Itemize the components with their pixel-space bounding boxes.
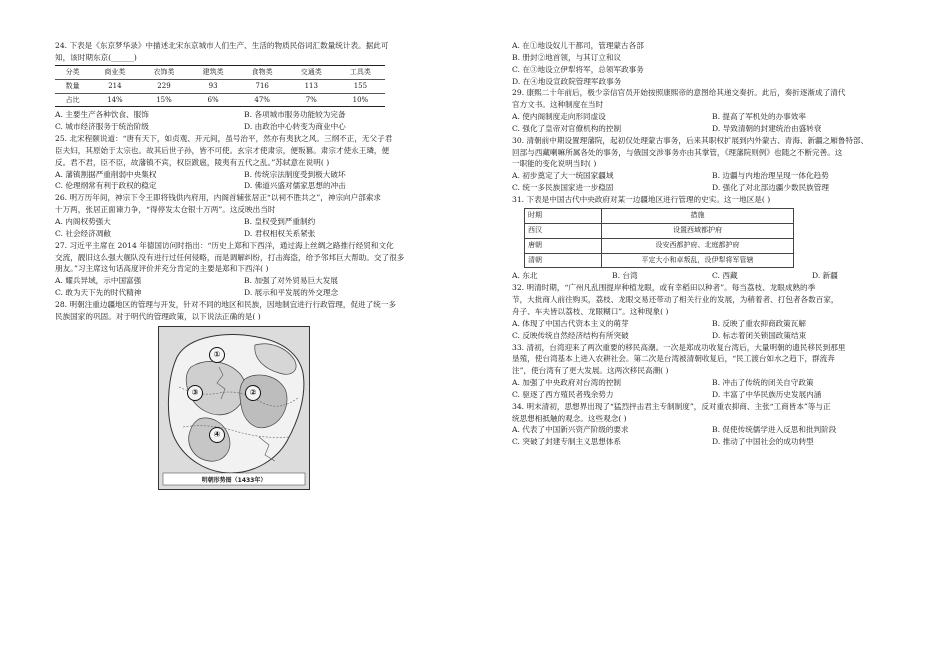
q27-stem-line: 27. 习近平主席在 2014 年德国访问时指出：“历史上郑和下西洋，通过海上丝绸之路推行经贸和文化	[55, 240, 394, 250]
table-row	[55, 79, 385, 93]
option-c[interactable]: C. 反映传统自然经济结构有所突破	[512, 330, 629, 340]
option-a[interactable]: A. 内阁权势强大	[55, 217, 111, 226]
q27-options	[55, 275, 433, 299]
q34-stem-line: 统思想相抵触的观念。这些观念( )	[512, 413, 627, 423]
table-cell: 10%	[336, 93, 385, 107]
map-graphic	[159, 327, 309, 489]
q32-stem-line: 舟子、车夫皆以荔枝、龙眼糊口”。这种现象( )	[512, 306, 669, 316]
question-29	[512, 87, 912, 134]
q32-stem-line: 节，大批商人前往购买，荔枝、龙眼交易还带动了相关行业的发展，为稍着者、打包者各数百家，	[512, 295, 839, 305]
left-column	[55, 40, 433, 492]
table-cell: 商业类	[90, 65, 139, 79]
option-a[interactable]: A. 主要生产各种饮食、服饰	[55, 110, 149, 120]
option-a[interactable]: A. 代表了中国新兴资产阶级的要求	[512, 425, 629, 435]
ming-dynasty-map	[158, 326, 310, 490]
question-27	[55, 240, 433, 299]
table-row	[525, 253, 794, 268]
table-cell: 交通类	[287, 65, 336, 79]
q33-stem-line: 33. 清初，台湾迎来了两次重要的移民高潮。一次是郑成功收复台湾后，大量明朝的遗民移民到那里	[512, 342, 846, 352]
table-cell: 唐朝	[525, 238, 602, 253]
question-24	[55, 40, 433, 133]
q33-stem-line: 垦殖，使台湾基本上进入农耕社会。第二次是台湾被清朝收复后，“民工渡台如水之趋下，群流奔	[512, 354, 835, 364]
q32-options	[512, 318, 912, 342]
map-caption: 明朝形势图（1433年）	[201, 477, 267, 485]
q30-options	[512, 170, 912, 194]
table-cell: 建筑类	[189, 65, 238, 79]
q33-stem-line: 注”，使台湾有了更大发展。这两次移民高潮( )	[512, 366, 669, 376]
option-b[interactable]: B. 提高了军机处的办事效率	[712, 112, 806, 122]
option-c[interactable]: C. 突破了封建专制主义思想体系	[512, 437, 622, 447]
q28-stem-line: 28. 明朝注重边疆地区的管理与开发，针对不同的地区和民族，因地制宜进行行政管理，促进了统一多	[55, 299, 397, 309]
option-a[interactable]: A. 使内阁制度走向形同虚设	[512, 112, 606, 122]
q30-stem-line: 30. 清朝前中期设置理藩院，起初仅处理蒙古事务，后来其职权扩展到内外蒙古、青海、新疆之厢鲁特部、	[512, 135, 869, 145]
q26-options	[55, 216, 433, 240]
q32-stem-line: 32. 明清时期，“广州凡乱围提岸种植龙眼，或有幸稻田以种者”。每当荔枝、龙眼成熟的季	[512, 283, 816, 293]
q27-stem-line: 朋友。”习主席这句话高度评价并充分肯定的主要是郑和下西洋( )	[55, 264, 269, 274]
q25-stem-line: 臣夫妇，其原始于太宗也。故其后世子孙，皆不可使。玄宗才使肃宗，便叛篡。肃宗才使永王璘，便	[55, 145, 390, 155]
table-cell: 229	[139, 79, 188, 93]
table-cell: 7%	[287, 93, 336, 107]
q31-stem: 31. 下表是中国古代中央政府对某一边疆地区进行管理的史实。这一地区是( )	[512, 194, 771, 204]
question-31	[512, 194, 912, 282]
option-a[interactable]: A. 在①地设奴儿干都司，管理蒙古各部	[512, 41, 644, 50]
table-cell: 93	[189, 79, 238, 93]
q31-table	[524, 208, 794, 269]
table-cell: 113	[287, 79, 336, 93]
map-marker-2: ②	[245, 385, 261, 401]
option-c[interactable]: C. 强化了皇帝对官僚机构的控制	[512, 123, 622, 133]
q33-options	[512, 377, 912, 401]
table-row	[525, 208, 794, 223]
table-cell: 衣饰类	[139, 65, 188, 79]
option-d[interactable]: D. 佛道兴盛对儒家思想的冲击	[244, 181, 346, 191]
question-34	[512, 401, 912, 448]
map-marker-3: ③	[187, 385, 203, 401]
table-cell: 47%	[238, 93, 287, 107]
option-b[interactable]: B. 促使传统儒学进入反思和批判阶段	[712, 425, 837, 435]
q29-stem-line: 29. 康熙二十年前后，极少亲信官员开始按照康熙帝的意图给其递交奏折。此后，奏折逐渐成了清代	[512, 88, 846, 98]
q24-stem-line: 知，该时期东京(______)	[55, 52, 137, 62]
table-cell: 食物类	[238, 65, 287, 79]
table-cell: 分类	[55, 65, 90, 79]
option-d[interactable]: D. 标志着闭关锁国政策结束	[712, 330, 807, 340]
option-c[interactable]: C. 在③地设立伊犁将军，总领军政事务	[512, 64, 644, 74]
option-a[interactable]: A. 加强了中央政府对台湾的控制	[512, 378, 622, 388]
q29-options	[512, 111, 912, 135]
table-cell: 设安西都护府、北庭都护府	[602, 238, 794, 253]
option-d[interactable]: D. 新疆	[812, 271, 838, 281]
question-28	[55, 299, 433, 490]
option-b[interactable]: B. 冲击了传统的闭关自守政策	[712, 378, 814, 388]
q25-options	[55, 169, 433, 193]
option-b[interactable]: B. 加强了对外贸易巨大发展	[244, 276, 338, 286]
option-b[interactable]: B. 反映了重农抑商政策瓦解	[712, 318, 806, 328]
option-d[interactable]: D. 在④地设宣政院管理军政事务	[512, 76, 622, 86]
q24-stats-table	[55, 65, 385, 108]
table-cell: 214	[90, 79, 139, 93]
option-c[interactable]: C. 社会经济凋敝	[55, 228, 111, 238]
option-c[interactable]: C. 伦理纲常有利于政权的稳定	[55, 181, 157, 191]
table-cell: 15%	[139, 93, 188, 107]
q26-stem-line: 十万两，张居正面谏力争，“得停发太仓银十万两”。这反映出当时	[55, 205, 276, 215]
table-cell: 155	[336, 79, 385, 93]
table-cell: 西汉	[525, 223, 602, 238]
option-a[interactable]: A. 耀兵异域，示中国富强	[55, 276, 142, 286]
option-b[interactable]: B. 各项城市服务功能较为完备	[244, 110, 346, 120]
q28-options	[512, 40, 912, 87]
option-c[interactable]: C. 西藏	[712, 271, 738, 281]
question-25	[55, 133, 433, 192]
q28-stem-line: 民族国家的巩固。对于明代的管理政策，以下说法正确的是( )	[55, 311, 261, 321]
option-b[interactable]: B. 台湾	[612, 271, 638, 281]
table-cell: 设置西域都护府	[602, 223, 794, 238]
q24-options	[55, 109, 433, 133]
option-b[interactable]: B. 传统宗法制度受到极大破坏	[244, 169, 346, 179]
question-30	[512, 135, 912, 194]
option-a[interactable]: A. 藩镇割据严重削弱中央集权	[55, 169, 157, 179]
q30-stem-line: 一职能的变化说明当时( )	[512, 159, 597, 169]
table-cell: 716	[238, 79, 287, 93]
q34-stem-line: 34. 明末清初，思想界出现了“猛烈抨击君主专制制度”，反对重农抑商、主张“工商皆本”等与正	[512, 401, 831, 411]
table-row	[55, 93, 385, 107]
option-d[interactable]: D. 君权相权关系紧张	[244, 228, 316, 238]
option-d[interactable]: D. 丰富了中华民族历史发展内涵	[712, 389, 822, 399]
q30-stem-line: 回部与西藏喇嘛所属各处的事务，与俄国交涉事务亦由其掌管，《理藩院则例》也随之不断完善。这	[512, 147, 843, 157]
table-cell: 平定大小和卓叛乱，设伊犁将军管辖	[602, 253, 794, 268]
q25-stem-line: 25. 北宋程颐说道：“唐有天下，如贞观、开元间，虽号治平，然亦有夷狄之风。三纲不正，无父子君	[55, 134, 393, 144]
option-c[interactable]: C. 城市经济服务于统治阶级	[55, 122, 149, 132]
option-d[interactable]: D. 展示和平发展的外交理念	[244, 288, 339, 298]
q29-stem-line: 官方文书。这种制度在当时	[512, 100, 604, 110]
table-cell: 14%	[90, 93, 139, 107]
option-d[interactable]: D. 推动了中国社会的成功转型	[712, 437, 814, 447]
q26-stem-line: 26. 明万历年间，神宗下令王即将钱供内府用，内阁首辅张居正“以祠不胜共之”，神宗向户部索求	[55, 193, 381, 203]
option-a[interactable]: A. 体现了中国古代资本主义的萌芽	[512, 318, 629, 328]
table-cell: 占比	[55, 93, 90, 107]
table-cell: 6%	[189, 93, 238, 107]
option-b[interactable]: B. 皇权受到严重制约	[244, 217, 316, 226]
table-header-cell: 措施	[602, 208, 794, 223]
table-row	[55, 65, 385, 79]
table-row	[525, 238, 794, 253]
q31-options	[512, 270, 912, 282]
option-c[interactable]: C. 敢为天下先的时代精神	[55, 288, 142, 298]
option-d[interactable]: D. 导致清朝的封建统治由盛转衰	[712, 123, 822, 133]
table-cell: 清朝	[525, 253, 602, 268]
table-cell: 数量	[55, 79, 90, 93]
table-row	[525, 223, 794, 238]
right-column	[512, 40, 912, 448]
table-cell: 工具类	[336, 65, 385, 79]
q25-stem-line: 反。君不君，臣不臣，故藩镇不宾，权臣跋扈，陵夷有五代之乱。”苏轼意在说明( )	[55, 157, 330, 167]
table-header-cell: 时期	[525, 208, 602, 223]
option-a[interactable]: A. 初步奠定了大一统国家疆域	[512, 171, 614, 181]
q28-options-continued	[512, 40, 912, 87]
option-c[interactable]: C. 统一多民族国家进一步稳固	[512, 183, 614, 193]
question-26	[55, 192, 433, 239]
q34-options	[512, 424, 912, 448]
map-marker-1: ①	[209, 347, 225, 363]
option-b[interactable]: B. 边疆与内地治理呈现一体化趋势	[712, 171, 829, 181]
q24-stem-line: 24. 下表是《东京梦华录》中描述北宋东京城市人们生产、生活的物质民俗词汇数量统计表。据此可	[55, 41, 389, 50]
option-c[interactable]: C. 驱逐了西方殖民者残余势力	[512, 389, 614, 399]
option-d[interactable]: D. 强化了对北部边疆少数民族管理	[712, 183, 829, 193]
option-d[interactable]: D. 由政治中心转变为商业中心	[244, 122, 346, 132]
option-b[interactable]: B. 册封②地首领，与其订立和议	[512, 52, 622, 62]
q27-stem-line: 交流，靓旧这么强大舰队没有进行过任何侵略，而是调解纠纷，打击海盗，给予邻邦巨大帮助。交了很多	[55, 252, 405, 262]
option-a[interactable]: A. 东北	[512, 271, 538, 281]
map-marker-4: ④	[209, 427, 225, 443]
question-33	[512, 342, 912, 401]
question-32	[512, 282, 912, 341]
